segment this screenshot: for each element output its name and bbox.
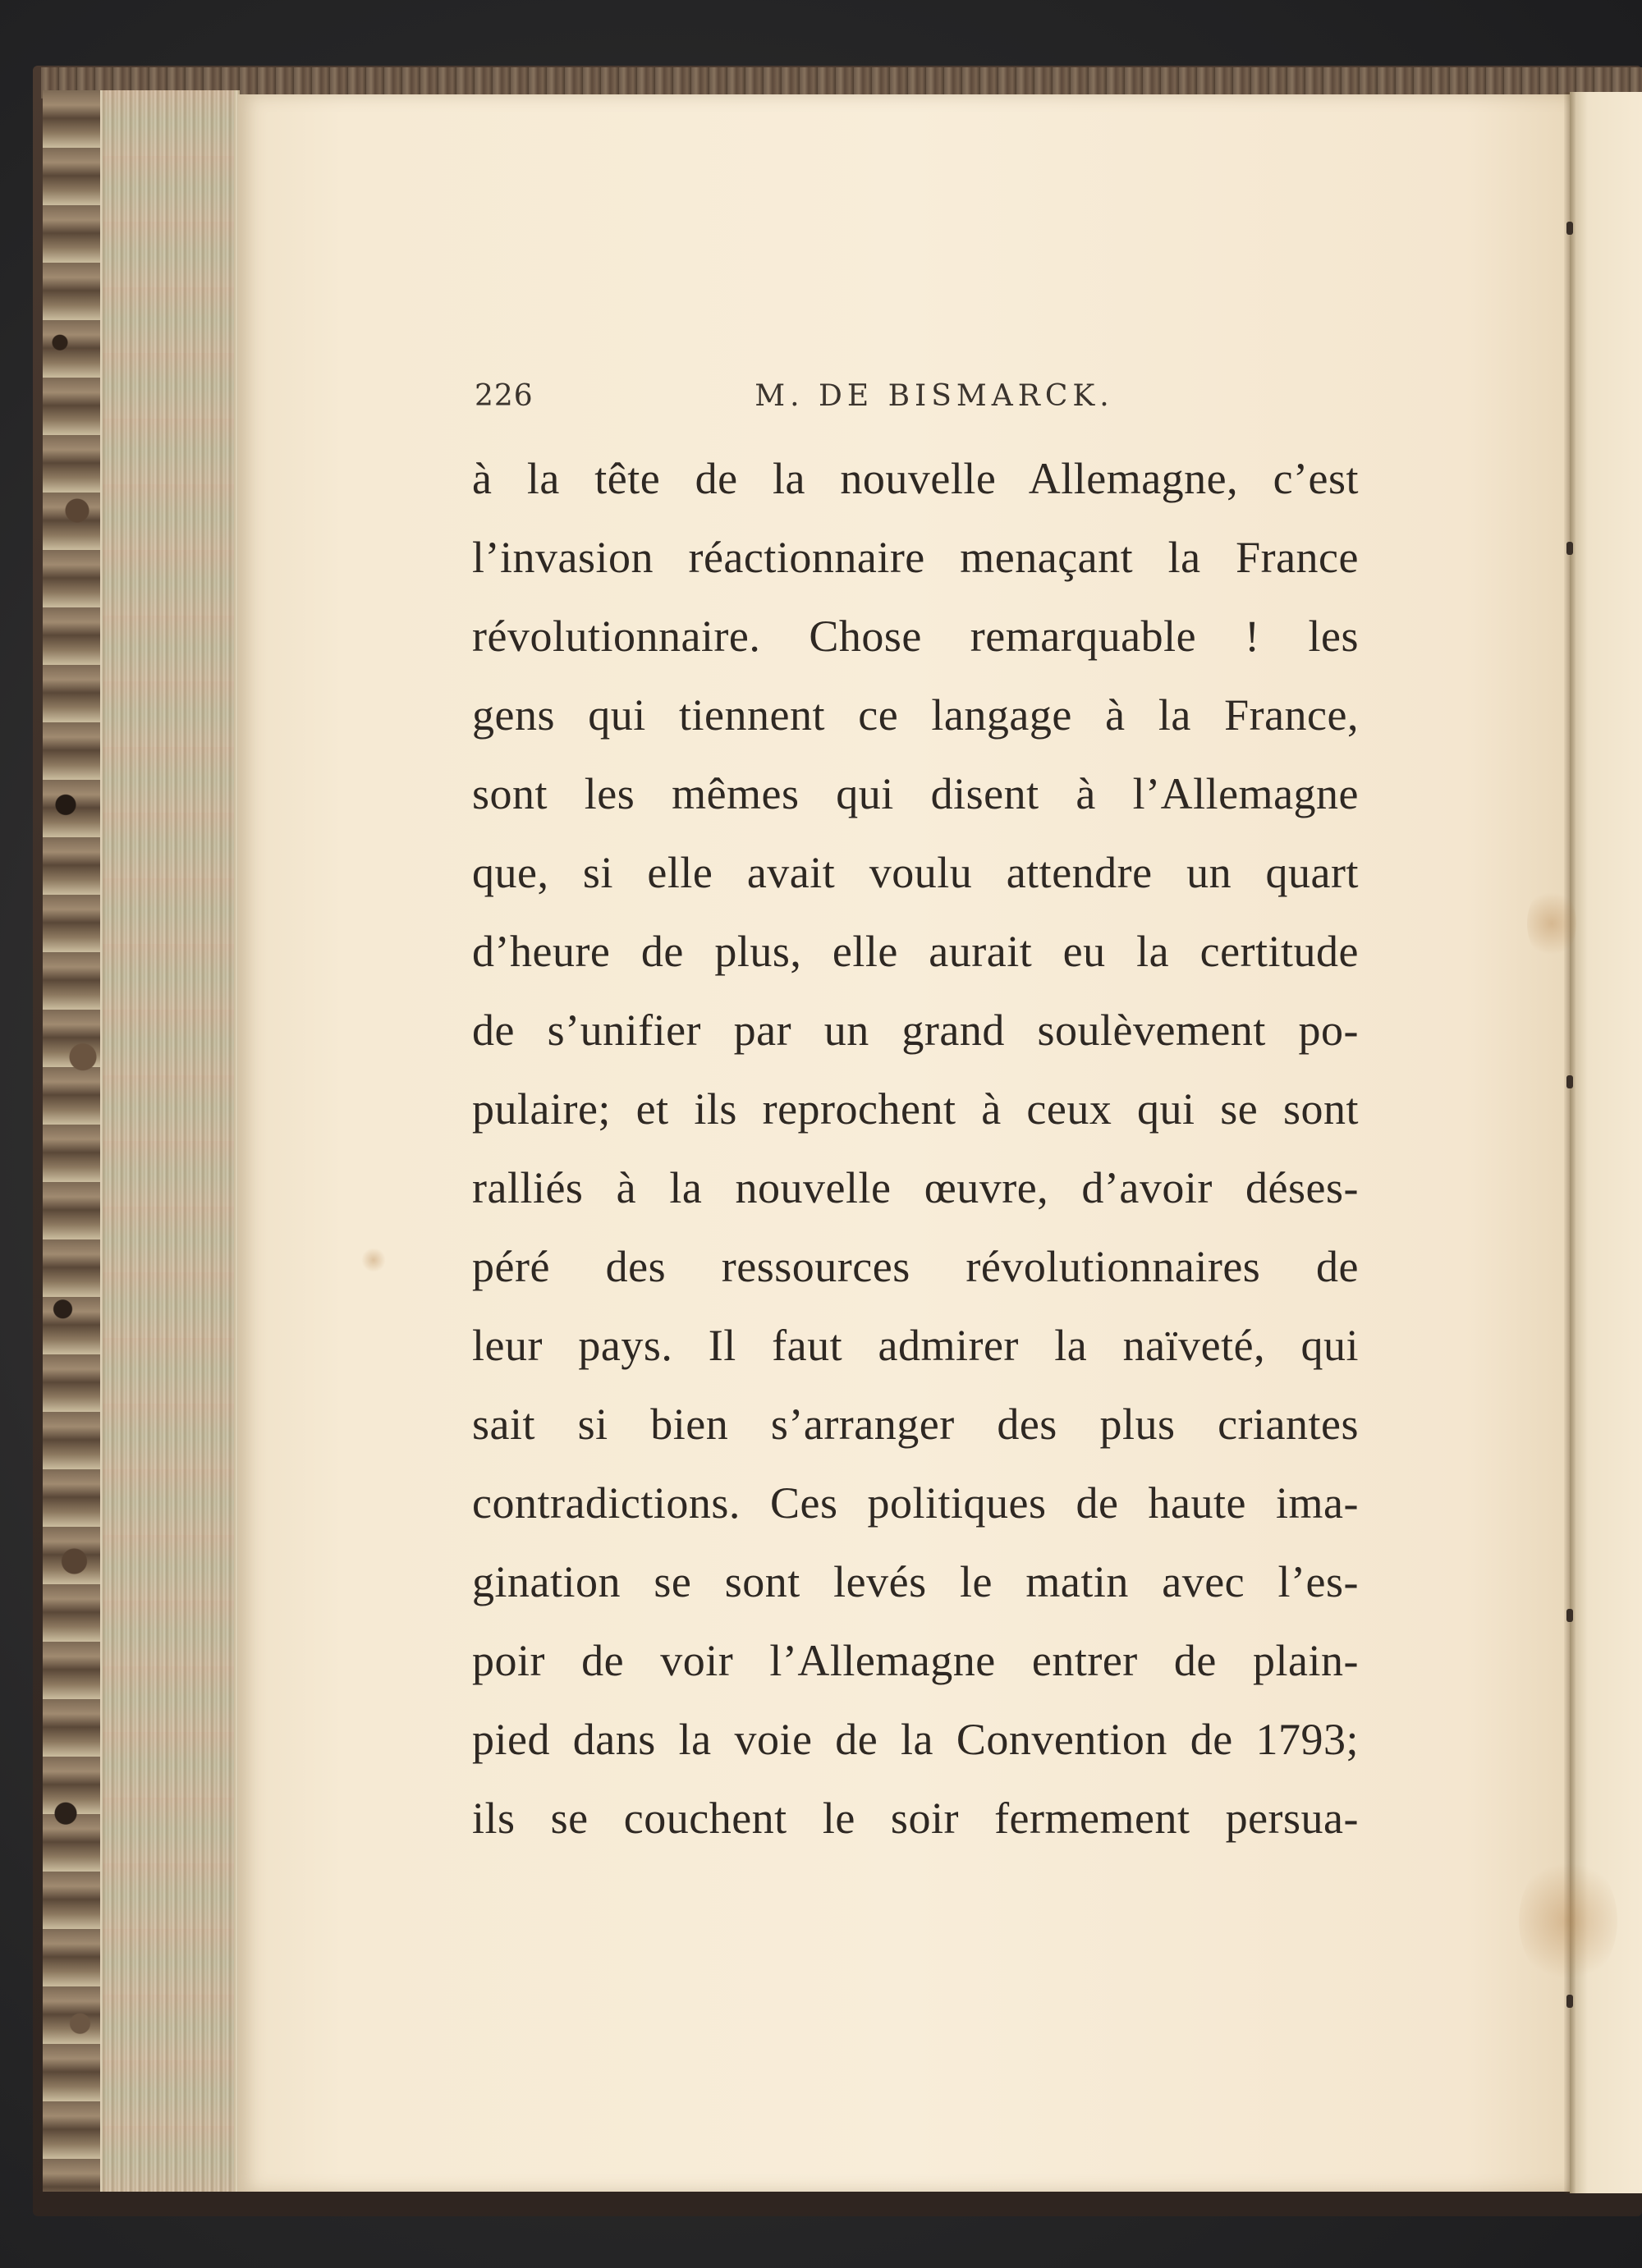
text-line: gination se sont levés le matin avec l’es- <box>472 1557 1359 1606</box>
page-edge-mark <box>1566 1075 1573 1088</box>
text-line: sait si bien s’arranger des plus criantes <box>472 1400 1359 1449</box>
text-line: que, si elle avait voulu attendre un quart <box>472 848 1359 897</box>
text-line: pulaire; et ils reprochent à ceux qui se sont <box>472 1084 1359 1134</box>
foxing-spot <box>1527 887 1576 960</box>
text-line: poir de voir l’Allemagne entrer de plain- <box>472 1636 1359 1685</box>
edge-tint <box>103 90 234 2192</box>
text-line: d’heure de plus, elle aurait eu la certitude <box>472 927 1359 976</box>
text-line: pied dans la voie de la Convention de 1793; <box>472 1715 1359 1764</box>
page-edge-mark <box>1566 1995 1573 2008</box>
text-line: sont les mêmes qui disent à l’Allemagne <box>472 769 1359 818</box>
text-line: de s’unifier par un grand soulèvement po- <box>472 1006 1359 1055</box>
text-line: à la tête de la nouvelle Allemagne, c’est <box>472 454 1359 503</box>
text-line: péré des ressources révolutionnaires de <box>472 1242 1359 1291</box>
text-line: ralliés à la nouvelle œuvre, d’avoir déses- <box>472 1163 1359 1212</box>
marbled-edge <box>43 90 100 2192</box>
text-line: révolutionnaire. Chose remarquable ! les <box>472 612 1359 661</box>
body-text <box>472 439 1359 1858</box>
text-line: leur pays. Il faut admirer la naïveté, qui <box>472 1321 1359 1370</box>
page-number: 226 <box>475 379 534 413</box>
foxing-spot <box>361 1248 386 1272</box>
text-line: gens qui tiennent ce langage à la France, <box>472 690 1359 740</box>
text-line: l’invasion réactionnaire menaçant la France <box>472 533 1359 582</box>
page-edge-mark <box>1566 542 1573 555</box>
running-title: M. DE BISMARCK. <box>754 379 1114 413</box>
foxing-spot <box>1519 1855 1617 1986</box>
page-edge-mark <box>1566 1609 1573 1622</box>
text-line: ils se couchent le soir fermement persua- <box>472 1794 1359 1843</box>
page-edge-mark <box>1566 222 1573 235</box>
text-line: contradictions. Ces politiques de haute ima- <box>472 1478 1359 1528</box>
running-head <box>475 379 1361 420</box>
